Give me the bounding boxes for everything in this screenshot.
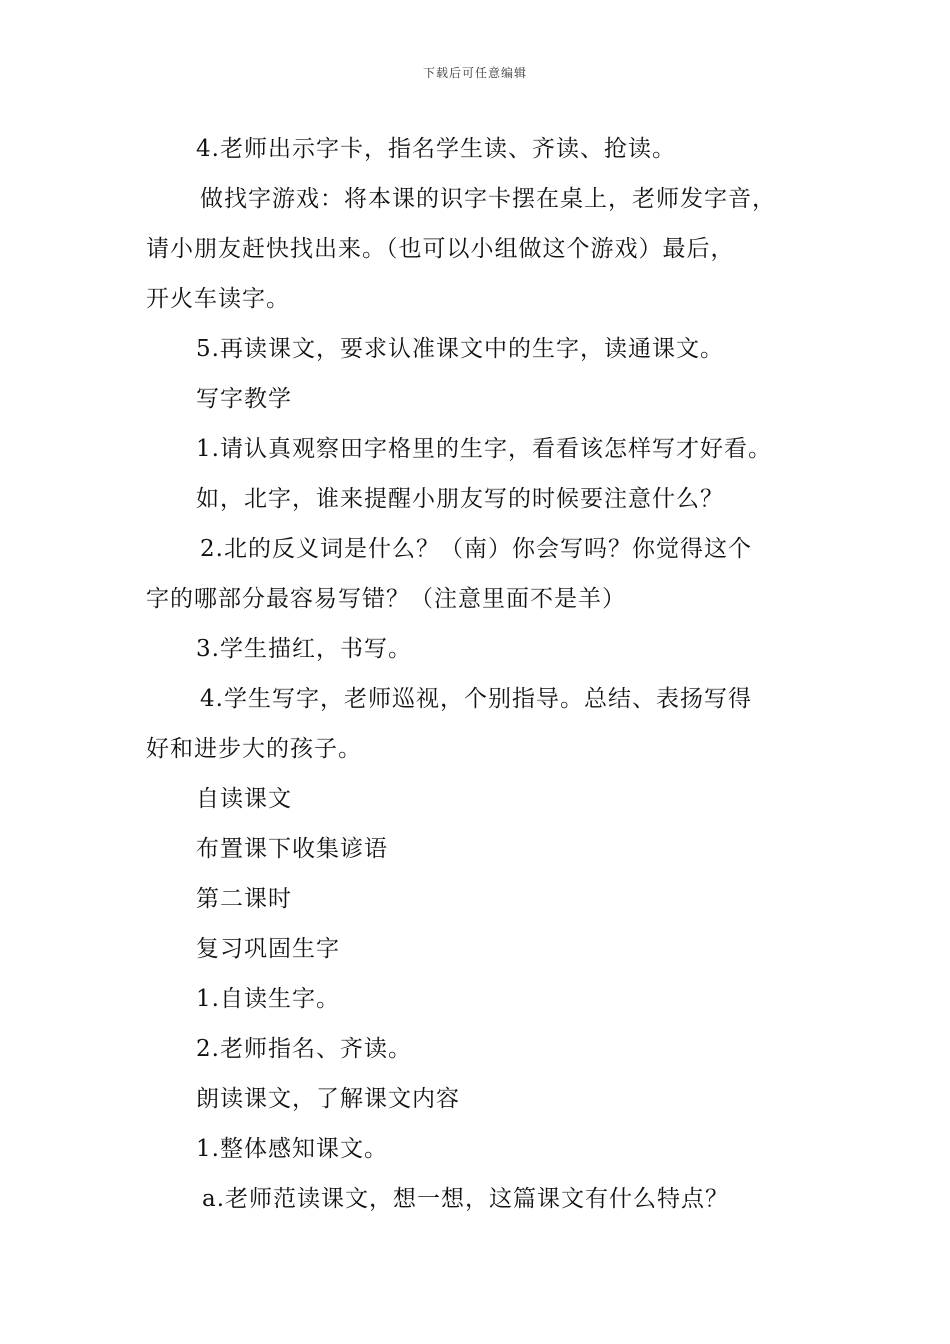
body-line-5: 5.再读课文，要求认准课文中的生字，读通课文。 — [196, 336, 724, 362]
section-heading-review: 复习巩固生字 — [196, 936, 340, 962]
body-line-13: 好和进步大的孩子。 — [146, 736, 362, 762]
body-line-2: 做找字游戏：将本课的识字卡摆在桌上，老师发字音， — [200, 186, 776, 212]
body-line-3: 请小朋友赶快找出来。（也可以小组做这个游戏）最后， — [146, 236, 735, 262]
body-line-11: 3.学生描红，书写。 — [196, 636, 412, 662]
body-line-7: 1.请认真观察田字格里的生字，看看该怎样写才好看。 — [196, 436, 772, 462]
body-line-21: 1.整体感知课文。 — [196, 1136, 388, 1162]
page-header-note: 下载后可任意编辑 — [422, 66, 527, 80]
section-heading-read-aloud: 朗读课文，了解课文内容 — [196, 1086, 460, 1112]
section-heading-self-read: 自读课文 — [196, 786, 292, 812]
section-heading-homework: 布置课下收集谚语 — [196, 836, 388, 862]
body-line-22: a.老师范读课文，想一想，这篇课文有什么特点？ — [202, 1186, 730, 1212]
section-heading-writing: 写字教学 — [196, 386, 292, 412]
body-line-8: 如，北字，谁来提醒小朋友写的时候要注意什么？ — [196, 486, 724, 512]
body-line-19: 2.老师指名、齐读。 — [196, 1036, 412, 1062]
body-line-9: 2.北的反义词是什么？（南）你会写吗？你觉得这个 — [200, 536, 752, 562]
body-line-12: 4.学生写字，老师巡视，个别指导。总结、表扬写得 — [200, 686, 752, 712]
body-line-1: 4.老师出示字卡，指名学生读、齐读、抢读。 — [196, 136, 676, 162]
body-line-10: 字的哪部分最容易写错？（注意里面不是羊） — [146, 586, 626, 612]
section-heading-lesson-two: 第二课时 — [196, 886, 292, 912]
body-line-4: 开火车读字。 — [146, 286, 290, 312]
body-line-18: 1.自读生字。 — [196, 986, 340, 1012]
